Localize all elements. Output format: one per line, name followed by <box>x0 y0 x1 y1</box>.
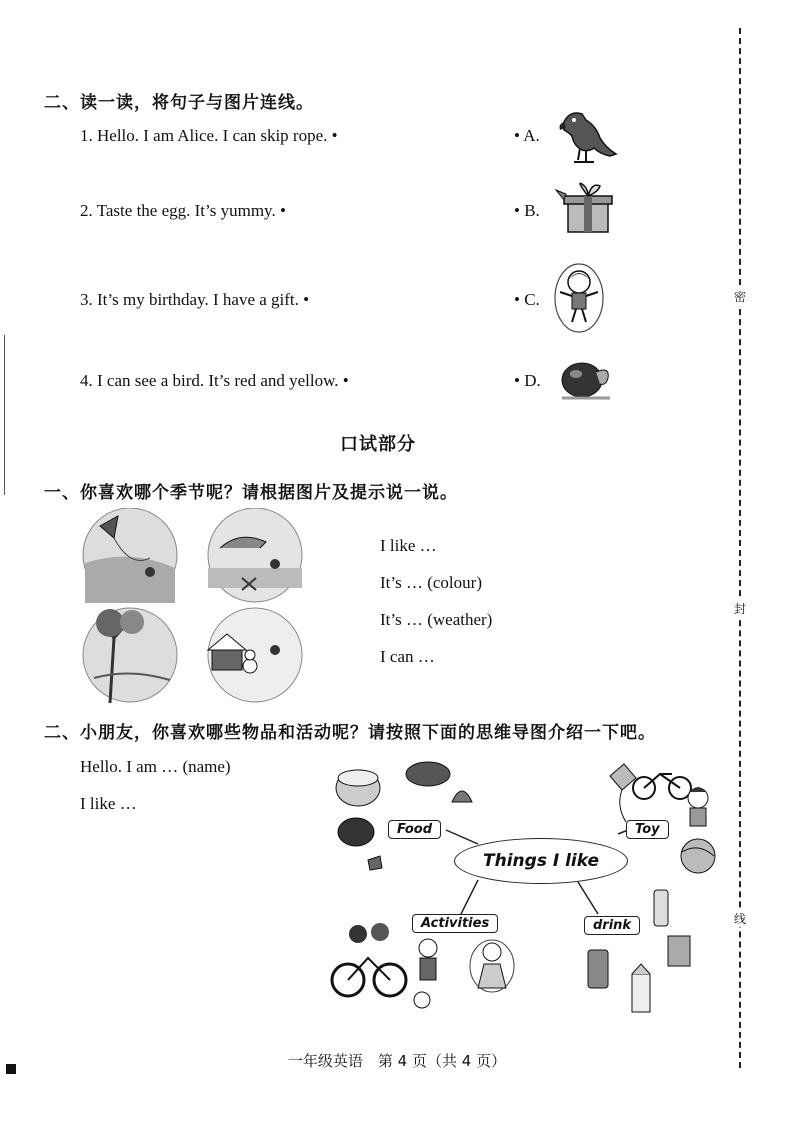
q2-prompt-2: I like … <box>80 794 137 813</box>
option-d: • D. <box>514 371 541 390</box>
girl-skipping-picture <box>552 262 606 334</box>
mindmap-food-tag: Food <box>388 820 441 839</box>
seal-char-mi: 密 <box>731 288 749 305</box>
oral-q2-heading: 二、小朋友，你喜欢哪些物品和活动呢？请按照下面的思维导图介绍一下吧。 <box>44 723 656 743</box>
section2-heading: 二、读一读，将句子与图片连线。 <box>44 93 314 113</box>
sentence-1: 1. Hello. I am Alice. I can skip rope. • <box>80 126 338 145</box>
option-c: • C. <box>514 290 540 309</box>
gift-picture <box>554 180 614 236</box>
mindmap-toy-tag: Toy <box>626 820 669 839</box>
egg-picture <box>556 356 616 402</box>
oral-q1-heading: 一、你喜欢哪个季节呢？请根据图片及提示说一说。 <box>44 483 458 503</box>
q1-prompt-2: It’s … (colour) <box>380 573 482 592</box>
mindmap-center: Things I like <box>454 838 628 884</box>
sentence-2: 2. Taste the egg. It’s yummy. • <box>80 201 286 220</box>
seal-char-xian: 线 <box>731 910 749 927</box>
mindmap-activities-tag: Activities <box>412 914 498 933</box>
q1-prompt-4: I can … <box>380 647 435 666</box>
seal-char-feng: 封 <box>731 600 749 617</box>
q2-prompt-1: Hello. I am … (name) <box>80 757 231 776</box>
q1-prompt-3: It’s … (weather) <box>380 610 493 629</box>
mindmap-drawing <box>328 752 723 1040</box>
left-margin-line <box>4 335 5 495</box>
oral-section-title: 口试部分 <box>340 434 416 455</box>
mindmap-drink-tag: drink <box>584 916 640 935</box>
sentence-4: 4. I can see a bird. It’s red and yellow. • <box>80 371 349 390</box>
seasons-pictures <box>80 508 310 703</box>
q1-prompt-1: I like … <box>380 536 437 555</box>
option-a: • A. <box>514 126 540 145</box>
page-footer: 一年级英语 第 4 页（共 4 页） <box>287 1052 507 1070</box>
parrot-picture <box>556 108 620 166</box>
sentence-3: 3. It’s my birthday. I have a gift. • <box>80 290 310 309</box>
option-b: • B. <box>514 201 540 220</box>
